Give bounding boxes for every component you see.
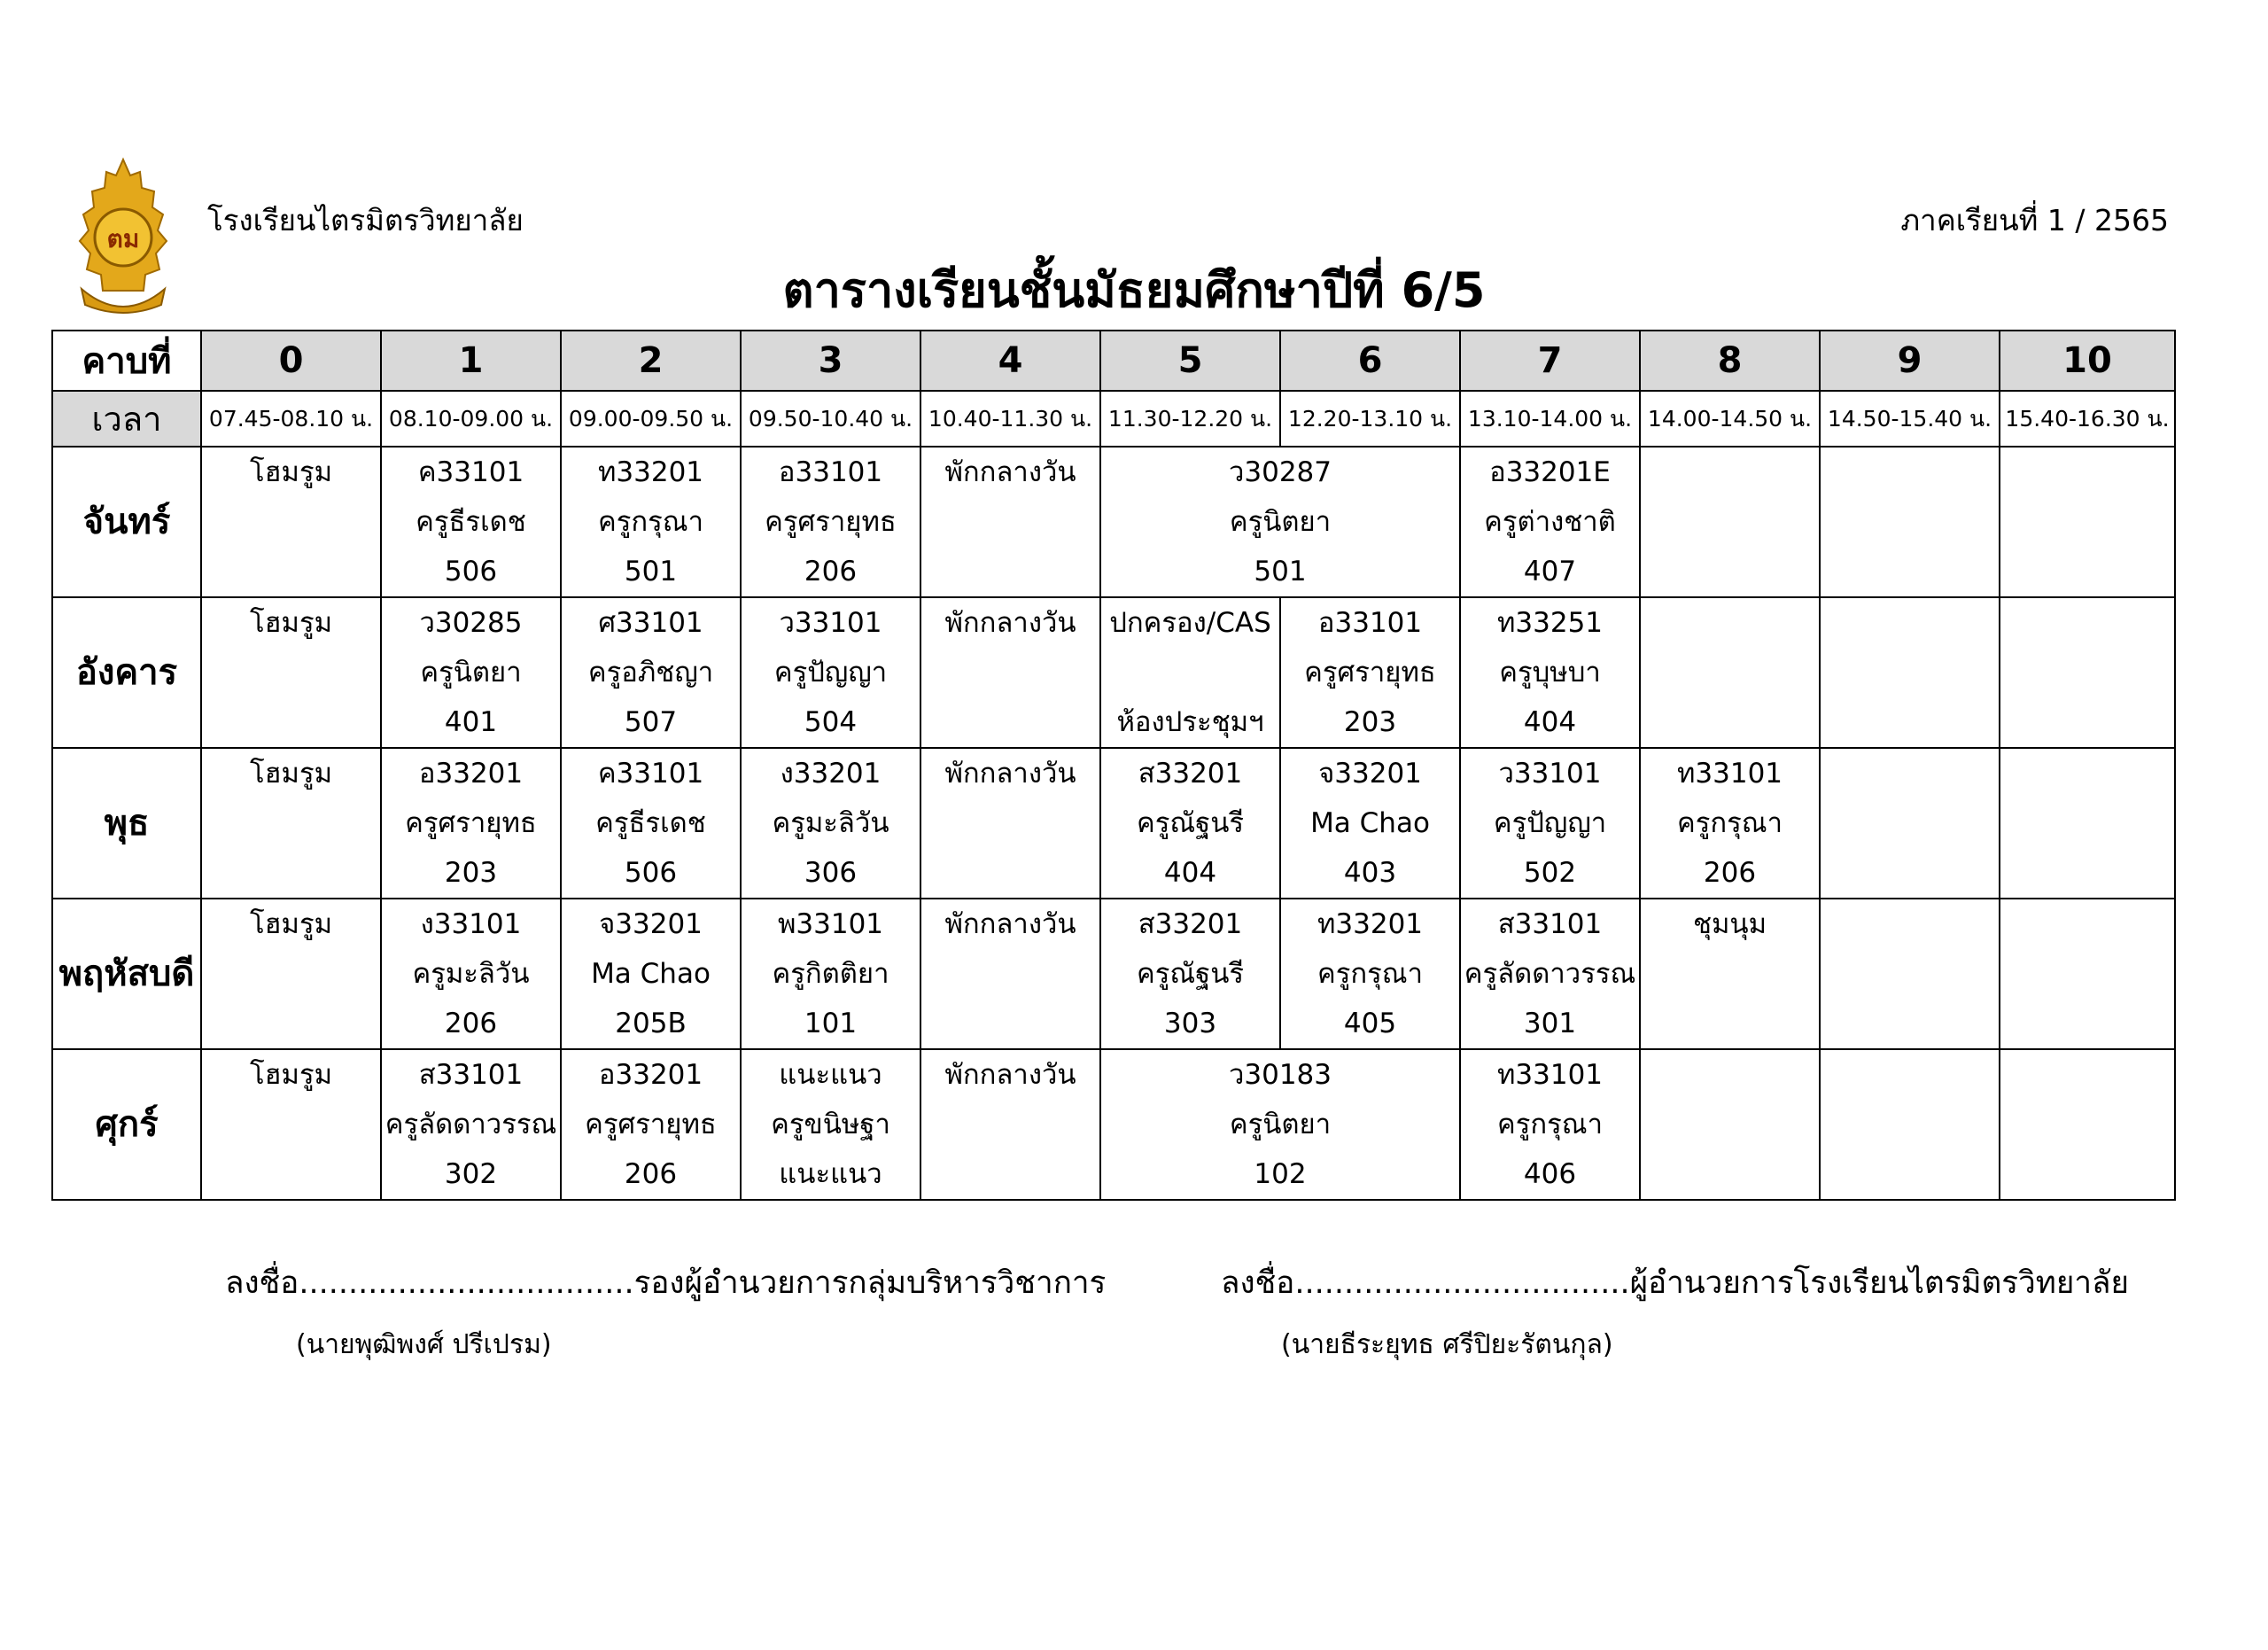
class-cell [741,447,920,597]
class-cell [1280,899,1460,1049]
class-cell [561,597,741,748]
class-cell [561,1049,741,1200]
class-cell [1100,597,1280,748]
subject-code: ส33101 [1497,908,1603,940]
teacher-name: ครูศรายุทธ [585,1109,717,1140]
teacher-name: ครูณัฐนรี [1136,958,1245,990]
class-cell [201,748,381,899]
subject-code: พักกลางวัน [944,456,1076,488]
room-number: 302 [444,1158,498,1190]
class-cell [1820,447,2000,597]
class-cell [1280,748,1460,899]
class-cell [2000,748,2175,899]
period-number: 2 [561,331,741,391]
subject-code: อ33101 [778,456,883,488]
class-cell [2000,899,2175,1049]
period-number: 10 [2000,331,2175,391]
class-cell [381,899,561,1049]
class-cell [1100,447,1460,597]
signatory-name-left: (นายพุฒิพงศ์ ปรีเปรม) [296,1329,552,1360]
signatory-name-right: (นายธีระยุทธ ศรีปิยะรัตนกุล) [1281,1329,1613,1360]
room-number: 501 [1254,556,1307,588]
class-cell [1640,447,1820,597]
day-name: อังคาร [52,597,201,748]
room-number: 406 [1523,1158,1577,1190]
class-cell [1280,597,1460,748]
room-number: 404 [1163,857,1217,889]
subject-code: โฮมรูม [249,1059,333,1091]
teacher-name: ครูลัดดาวรรณ [1464,958,1636,990]
signature-line-right: ลงชื่อ..................................ผู้อำนวยการโรงเรียนไตรมิตรวิทยาลัย [1221,1265,2129,1301]
class-cell [201,447,381,597]
subject-code: ปกครอง/CAS [1109,607,1271,639]
class-cell [1460,597,1640,748]
subject-code: พ33101 [777,908,884,940]
class-cell [741,899,920,1049]
day-row [52,899,2175,1049]
teacher-name: ครูณัฐนรี [1136,807,1245,839]
subject-code: ค33101 [597,758,704,790]
period-number: 7 [1460,331,1640,391]
room-number: 206 [624,1158,678,1190]
teacher-name [1101,648,1279,697]
teacher-name: ครูปัญญา [1493,807,1607,839]
teacher-name: ครูมะลิวัน [412,958,530,990]
day-name: พฤหัสบดี [52,899,201,1049]
teacher-name: ครูศรายุทธ [405,807,537,839]
class-cell [1460,899,1640,1049]
class-cell [201,597,381,748]
time-label: เวลา [52,391,201,447]
room-number: 101 [804,1008,858,1039]
teacher-name: ครูขนิษฐา [771,1109,890,1140]
room-number: 401 [444,706,498,738]
teacher-name: ครูกรุณา [598,506,703,538]
class-cell [1820,1049,2000,1200]
room-number: 506 [444,556,498,588]
teacher-name: ครูต่างชาติ [1484,506,1616,538]
period-label: คาบที่ [52,331,201,391]
subject-code: ส33201 [1138,908,1243,940]
period-number: 0 [201,331,381,391]
room-number: 506 [624,857,678,889]
class-cell [920,597,1100,748]
time-slot: 09.00-09.50 น. [561,391,741,447]
teacher-name: ครูธีรเดช [595,807,706,839]
time-slot: 11.30-12.20 น. [1100,391,1280,447]
subject-code: พักกลางวัน [944,758,1076,790]
class-cell [2000,1049,2175,1200]
time-slot: 15.40-16.30 น. [2000,391,2175,447]
room-number: 203 [1343,706,1397,738]
teacher-name: ครูมะลิวัน [772,807,889,839]
class-cell [1640,899,1820,1049]
subject-code: โฮมรูม [249,758,333,790]
room-number: 206 [444,1008,498,1039]
class-cell [741,748,920,899]
room-number: 403 [1343,857,1397,889]
subject-code: อ33201 [598,1059,703,1091]
class-cell [561,899,741,1049]
period-number: 5 [1100,331,1280,391]
subject-code: ง33101 [420,908,522,940]
time-slot: 07.45-08.10 น. [201,391,381,447]
subject-code: อ33201 [418,758,524,790]
subject-code: อ33101 [1317,607,1423,639]
timetable [51,330,2176,1201]
teacher-name: ครูศรายุทธ [1304,657,1436,689]
teacher-name: ครูนิตยา [420,657,522,689]
class-cell [1460,447,1640,597]
subject-code: ว30287 [1228,456,1332,488]
time-slot: 09.50-10.40 น. [741,391,920,447]
subject-code: ท33201 [597,456,704,488]
room-number: 205B [615,1008,687,1039]
subject-code: พักกลางวัน [944,607,1076,639]
room-number: 303 [1163,1008,1217,1039]
class-cell [1820,748,2000,899]
room-number: 206 [804,556,858,588]
room-number: 501 [624,556,678,588]
class-cell [1640,1049,1820,1200]
day-name: จันทร์ [52,447,201,597]
signature-line-left: ลงชื่อ..................................รองผู้อำนวยการกลุ่มบริหารวิชาการ [225,1265,1107,1301]
teacher-name: ครูบุษบา [1499,657,1601,689]
room-number: 504 [804,706,858,738]
day-row [52,447,2175,597]
semester-label: ภาคเรียนที่ 1 / 2565 [1900,203,2169,237]
teacher-name: ครูนิตยา [1229,506,1332,538]
day-row [52,597,2175,748]
class-cell [741,1049,920,1200]
teacher-name: ครูกิตติยา [772,958,889,990]
subject-code: ท33101 [1676,758,1783,790]
teacher-name: ครูธีรเดช [416,506,526,538]
class-cell [1100,899,1280,1049]
subject-code: โฮมรูม [249,908,333,940]
class-cell [2000,597,2175,748]
room-number: 102 [1254,1158,1307,1190]
subject-code: ส33101 [418,1059,524,1091]
room-number: 203 [444,857,498,889]
time-slot: 10.40-11.30 น. [920,391,1100,447]
svg-text:ตม: ตม [106,224,140,253]
day-name: พุธ [52,748,201,899]
subject-code: จ33201 [599,908,703,940]
room-number: 502 [1523,857,1577,889]
period-number: 6 [1280,331,1460,391]
teacher-name: ครูลัดดาวรรณ [384,1109,557,1140]
class-cell [561,447,741,597]
class-cell [741,597,920,748]
class-cell [1640,748,1820,899]
day-name: ศุกร์ [52,1049,201,1200]
class-cell [920,748,1100,899]
school-name: โรงเรียนไตรมิตรวิทยาลัย [207,203,524,237]
room-number: 407 [1523,556,1577,588]
teacher-name: ครูศรายุทธ [765,506,897,538]
time-slot: 12.20-13.10 น. [1280,391,1460,447]
room-number: แนะแนว [779,1158,882,1190]
period-number: 3 [741,331,920,391]
room-number: 507 [624,706,678,738]
class-cell [381,597,561,748]
subject-code: ท33101 [1496,1059,1604,1091]
subject-code: ง33201 [780,758,882,790]
teacher-name: Ma Chao [1310,807,1430,839]
time-slot: 13.10-14.00 น. [1460,391,1640,447]
subject-code: ค33101 [417,456,524,488]
class-cell [381,1049,561,1200]
period-number: 9 [1820,331,2000,391]
period-number: 4 [920,331,1100,391]
teacher-name: ครูนิตยา [1229,1109,1332,1140]
subject-code: ว33101 [779,607,882,639]
subject-code: แนะแนว [779,1059,882,1091]
class-cell [1820,899,2000,1049]
subject-code: อ33201E [1489,456,1611,488]
class-cell [381,447,561,597]
class-cell [561,748,741,899]
subject-code: ท33251 [1496,607,1604,639]
class-cell [2000,447,2175,597]
teacher-name: ครูกรุณา [1317,958,1423,990]
subject-code: ท33201 [1317,908,1424,940]
room-number: 206 [1703,857,1757,889]
class-cell [1100,1049,1460,1200]
class-cell [920,1049,1100,1200]
class-cell [201,899,381,1049]
page-title: ตารางเรียนชั้นมัธยมศึกษาปีที่ 6/5 [782,262,1486,318]
subject-code: โฮมรูม [249,456,333,488]
period-number: 8 [1640,331,1820,391]
class-cell [1460,748,1640,899]
room-number: 301 [1523,1008,1577,1039]
room-number: 404 [1523,706,1577,738]
class-cell [1460,1049,1640,1200]
class-cell [1820,597,2000,748]
teacher-name: ครูปัญญา [773,657,888,689]
class-cell [1640,597,1820,748]
subject-code: จ33201 [1318,758,1422,790]
subject-code: ศ33101 [598,607,703,639]
subject-code: พักกลางวัน [944,908,1076,940]
teacher-name: ครูกรุณา [1677,807,1783,839]
subject-code: พักกลางวัน [944,1059,1076,1091]
period-number: 1 [381,331,561,391]
time-slot: 14.00-14.50 น. [1640,391,1820,447]
period-header-row [52,331,2175,391]
day-row [52,748,2175,899]
teacher-name: ครูกรุณา [1497,1109,1603,1140]
subject-code: ส33201 [1138,758,1243,790]
class-cell [1100,748,1280,899]
room-number: 405 [1343,1008,1397,1039]
time-row [52,391,2175,447]
class-cell [381,748,561,899]
time-slot: 14.50-15.40 น. [1820,391,2000,447]
room-number: ห้องประชุมฯ [1116,706,1264,738]
room-number: 306 [804,857,858,889]
subject-code: โฮมรูม [249,607,333,639]
class-cell [201,1049,381,1200]
subject-code: ว30183 [1228,1059,1332,1091]
subject-code: ว33101 [1498,758,1602,790]
class-cell [920,447,1100,597]
subject-code: ชุมนุม [1692,908,1767,940]
teacher-name: ครูอภิชญา [587,657,714,689]
class-cell [920,899,1100,1049]
teacher-name: Ma Chao [591,958,711,990]
day-row [52,1049,2175,1200]
time-slot: 08.10-09.00 น. [381,391,561,447]
subject-code: ว30285 [419,607,523,639]
